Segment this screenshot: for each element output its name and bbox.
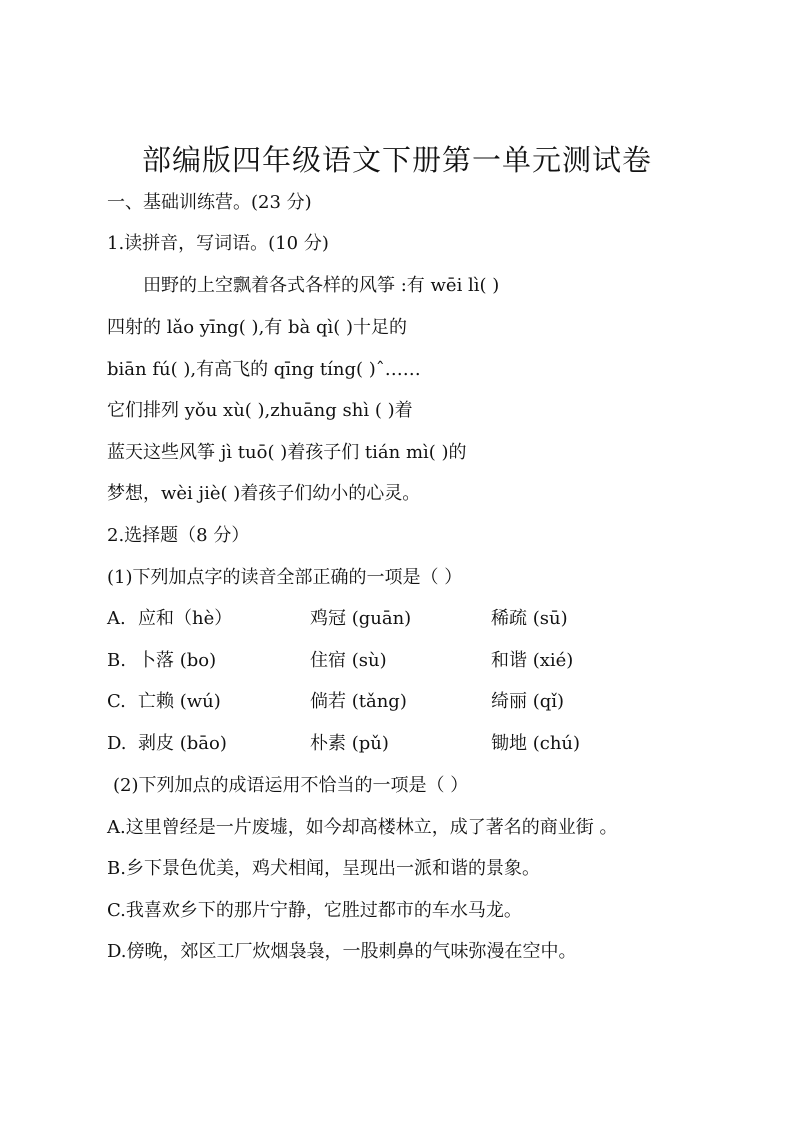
option-item: 倘若 (tǎng) xyxy=(310,691,407,712)
option-label: D. xyxy=(107,733,127,754)
pinyin-line: biān fú( ),有高飞的 qīng tíng( )ˆ…… xyxy=(107,359,421,380)
pinyin-line: 田野的上空飘着各式各样的风筝 :有 wēi lì( ) xyxy=(107,275,500,296)
choice-option: D.傍晚，郊区工厂炊烟袅袅，一股刺鼻的气味弥漫在空中。 xyxy=(107,941,577,962)
pinyin-line: 梦想，wèi jiè( )着孩子们幼小的心灵。 xyxy=(107,483,421,504)
option-item: 稀疏 (sū) xyxy=(491,608,568,629)
option-label: A. xyxy=(107,608,126,629)
question-1-heading: 1.读拼音，写词语。(10 分) xyxy=(107,233,329,254)
option-label: B. xyxy=(107,650,126,671)
option-item: 和谐 (xié) xyxy=(491,650,574,671)
option-item: 住宿 (sù) xyxy=(310,650,387,671)
choice-option: C.我喜欢乡下的那片宁静，它胜过都市的车水马龙。 xyxy=(107,900,522,921)
sub-question-1-stem: (1)下列加点字的读音全部正确的一项是（ ） xyxy=(107,567,463,588)
pinyin-line: 它们排列 yǒu xù( ),zhuāng shì ( )着 xyxy=(107,400,413,421)
section-heading: 一、基础训练营。(23 分) xyxy=(107,192,312,213)
option-item: 亡赖 (wú) xyxy=(138,691,221,712)
choice-option: A.这里曾经是一片废墟，如今却高楼林立，成了著名的商业街 。 xyxy=(107,817,618,838)
page-title: 部编版四年级语文下册第一单元测试卷 xyxy=(141,143,652,177)
pinyin-line: 四射的 lǎo yīng( ),有 bà qì( )十足的 xyxy=(107,317,408,338)
option-item: 绮丽 (qǐ) xyxy=(491,691,565,712)
choice-option: B.乡下景色优美，鸡犬相闻，呈现出一派和谐的景象。 xyxy=(107,858,540,879)
option-item: 剥皮 (bāo) xyxy=(138,733,227,754)
pinyin-line: 蓝天这些风筝 jì tuō( )着孩子们 tián mì( )的 xyxy=(107,442,467,463)
option-label: C. xyxy=(107,691,126,712)
option-item: 朴素 (pǔ) xyxy=(310,733,389,754)
question-2-heading: 2.选择题（8 分） xyxy=(107,525,250,546)
sub-question-2-stem: (2)下列加点的成语运用不恰当的一项是（ ） xyxy=(113,775,469,796)
option-item: 卜落 (bo) xyxy=(138,650,217,671)
option-item: 鸡冠 (guān) xyxy=(310,608,412,629)
option-item: 锄地 (chú) xyxy=(491,733,581,754)
option-item: 应和（hè） xyxy=(138,608,233,629)
